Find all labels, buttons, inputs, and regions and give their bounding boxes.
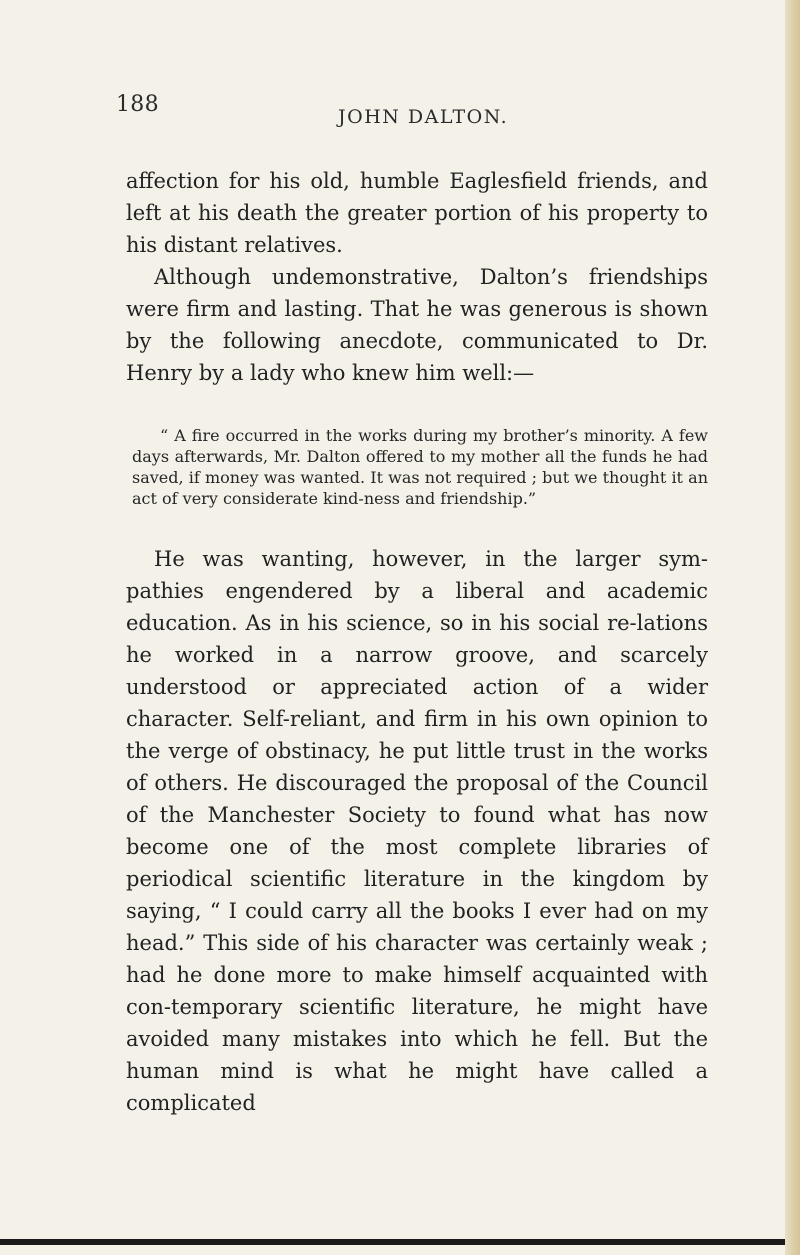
page-number: 188 (116, 92, 159, 117)
running-header: JOHN DALTON. (338, 106, 509, 128)
quote-text: “ A fire occurred in the works during my brother’s minority. A few days afterwards, Mr. Dalton offered to my mother all the funds he had saved, if money was wanted. It was not required ; but we thought it an act of very considerate kind-ness and friendship.” (132, 426, 708, 508)
paragraph-character: He was wanting, however, in the larger sym-pathies engendered by a liberal and academic education. As in his science, so in his social re-lations he worked in a narrow groove, and scarcely understood or appreciated action of a wider character. Self-reliant, and firm in his own opinion to the verge of obstinacy, he put little trust in the works of others. He discouraged the proposal of the Council of the Manchester Society to found what has now become one of the most complete libraries of periodical scientific literature in the kingdom by saying, “ I could carry all the books I ever had on my head.” This side of his character was certainly weak ; had he done more to make himself acquainted with con-temporary scientific literature, he might have avoided many mistakes into which he fell. But the human mind is what he might have called a complicated (126, 547, 708, 1115)
page-edge (785, 0, 800, 1255)
main-paragraph (126, 543, 708, 1119)
paragraph-continuation: affection for his old, humble Eaglesfield friends, and left at his death the greater portion of his property to his distant relatives. (126, 169, 708, 257)
bottom-rule (0, 1239, 785, 1245)
opening-paragraphs (126, 165, 708, 389)
block-quote (132, 425, 708, 509)
paragraph-friendships: Although undemonstrative, Dalton’s friendships were firm and lasting. That he was generous is shown by the following anecdote, communicated to Dr. Henry by a lady who knew him well:— (126, 265, 708, 385)
